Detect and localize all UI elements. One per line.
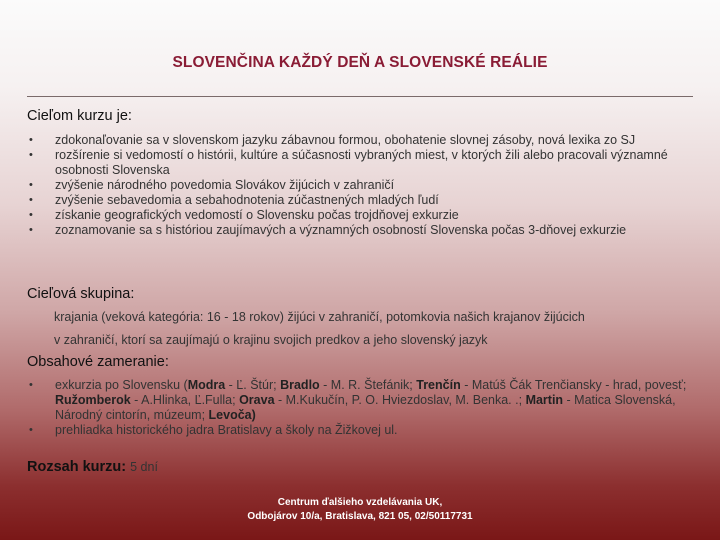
place-modra: Modra: [187, 378, 226, 392]
place-bradlo: Bradlo: [280, 378, 320, 392]
goal-item: • zoznamovanie sa s históriou zaujímavých a významných osobností Slovenska počas 3-dňovej exkurzie: [27, 223, 703, 238]
text: - Ľ. Štúr;: [225, 378, 281, 392]
slide-title: SLOVENČINA KAŽDÝ DEŇ A SLOVENSKÉ REÁLIE: [172, 54, 548, 71]
place-ruzomberok: Ružomberok: [55, 393, 131, 407]
goal-item: • zvýšenie sebavedomia a sebahodnotenia zúčastnených mladých ľudí: [27, 193, 703, 208]
goal-list: [27, 133, 703, 238]
goal-item: • rozšírenie si vedomostí o histórii, kultúre a súčasnosti vybraných miest, v ktorých žili alebo pracovali významné osobnosti Slovenska: [27, 148, 703, 178]
scope-label: Rozsah kurzu:: [27, 459, 127, 475]
content-item-excursion: [27, 378, 703, 423]
goal-item: • získanie geografických vedomostí o Slovensku počas trojdňovej exkurzie: [27, 208, 703, 223]
text: exkurzia po Slovensku (: [55, 378, 188, 392]
text: - M.Kukučín, P. O. Hviezdoslav, M. Benka. .;: [274, 393, 526, 407]
scope-value: 5 dní: [130, 460, 158, 474]
goal-item: • zvýšenie národného povedomia Slovákov žijúcich v zahraničí: [27, 178, 703, 193]
content-list: [27, 378, 703, 438]
text: - Matúš Čák Trenčiansky - hrad, povesť;: [460, 378, 687, 392]
footer-line-2: Odbojárov 10/a, Bratislava, 821 05, 02/50117731: [247, 511, 473, 522]
target-heading: Cieľová skupina:: [27, 286, 135, 302]
text: - M. R. Štefánik;: [319, 378, 417, 392]
text: - Matica Slovenská, Národný cintorín, múzeum;: [55, 393, 676, 422]
goal-heading: Cieľom kurzu je:: [27, 108, 132, 124]
footer-line-1: Centrum ďalšieho vzdelávania UK,: [277, 497, 443, 508]
scope-row: [27, 459, 158, 475]
place-trencin: Trenčín: [416, 378, 461, 392]
goal-item: • zdokonaľovanie sa v slovenskom jazyku zábavnou formou, obohatenie slovnej zásoby, nová lexika zo SJ: [27, 133, 703, 148]
text: - A.Hlinka, Ľ.Fulla;: [130, 393, 240, 407]
divider-line: [27, 96, 693, 97]
target-line-2: v zahraničí, ktorí sa zaujímajú o krajinu svojich predkov a jeho slovenský jazyk: [54, 333, 488, 347]
place-martin: Martin: [525, 393, 564, 407]
place-levoca: Levoča): [208, 408, 256, 422]
place-orava: Orava: [239, 393, 275, 407]
content-item-bratislava: • prehliadka historického jadra Bratislavy a školy na Žižkovej ul.: [27, 423, 703, 438]
content-heading: Obsahové zameranie:: [27, 354, 169, 370]
target-line-1: krajania (veková kategória: 16 - 18 rokov) žijúci v zahraničí, potomkovia našich krajanov žijúcich: [54, 310, 585, 324]
